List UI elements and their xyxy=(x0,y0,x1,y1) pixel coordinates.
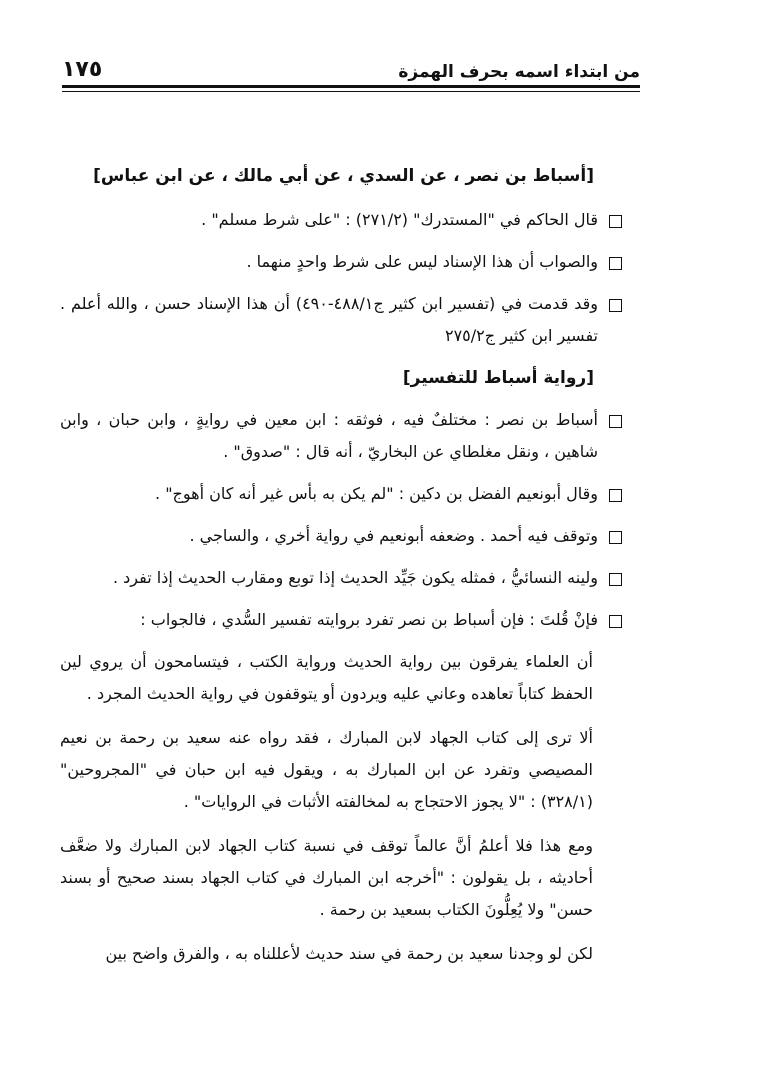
list-item-text: قال الحاكم في "المستدرك" (٢٧١/٢) : "على شرط مسلم" . xyxy=(201,210,598,229)
running-title: من ابتداء اسمه بحرف الهمزة xyxy=(398,62,640,82)
list-item-text: فإنْ قُلتَ : فإن أسباط بن نصر تفرد بروايته تفسير السُّدي ، فالجواب : xyxy=(140,610,598,629)
list-item xyxy=(60,404,638,468)
list-item-text: وقد قدمت في (تفسير ابن كثير ج٤٨٨/١-٤٩٠) أن هذا الإسناد حسن ، والله أعلم . تفسير ابن كثير ج٢٧٥/٢ xyxy=(60,294,599,345)
list-item-text: والصواب أن هذا الإسناد ليس على شرط واحدٍ منهما . xyxy=(246,252,598,271)
list-item xyxy=(60,288,638,352)
checkbox-bullet-icon xyxy=(609,257,622,270)
list-item xyxy=(60,478,638,510)
list-item xyxy=(60,520,638,552)
header-rule-thin xyxy=(62,91,640,92)
body-paragraph: ومع هذا فلا أعلمُ أنَّ عالماً توقف في نسبة كتاب الجهاد لابن المبارك ولا ضعَّف أحاديثه ، بل يقولون : "أخرجه ابن المبارك في كتاب الجهاد بسند صحيح أو بسند حسن" ولا يُعِلُّونَ الكتاب بسعيد بن رحمة . xyxy=(60,836,593,919)
list-item-text: أسباط بن نصر : مختلفٌ فيه ، فوثقه : ابن معين في روايةٍ ، وابن حبان ، وابن شاهين ، ونقل مغلطاي عن البخاريّ ، أنه قال : "صدوق" . xyxy=(60,410,598,461)
section-heading: [رواية أسباط للتفسير] xyxy=(402,368,594,388)
body-paragraph: أن العلماء يفرقون بين رواية الحديث ورواية الكتب ، فيتسامحون أن يروي لين الحفظ كتاباً تعاهده وعاني عليه ويردون أو يتوقفون في رواية الحديث المجرد . xyxy=(60,652,593,703)
list-item-text: ولينه النسائيُّ ، فمثله يكون جَيِّد الحديث إذا توبع ومقارب الحديث إذا تفرد . xyxy=(112,568,598,587)
body-paragraph: لكن لو وجدنا سعيد بن رحمة في سند حديث لأعللناه به ، والفرق واضح بين xyxy=(105,944,593,963)
list-item-text: وتوقف فيه أحمد . وضعفه أبونعيم في رواية أخري ، والساجي . xyxy=(189,526,598,545)
section-heading: [أسباط بن نصر ، عن السدي ، عن أبي مالك ، عن ابن عباس] xyxy=(93,166,594,186)
list-item xyxy=(60,604,638,636)
list-item xyxy=(60,204,638,236)
list-item xyxy=(60,562,638,594)
page-header xyxy=(62,48,640,82)
list-item xyxy=(60,246,638,278)
page-body xyxy=(60,160,638,970)
checkbox-bullet-icon xyxy=(609,215,622,228)
checkbox-bullet-icon xyxy=(609,299,622,312)
page-number: ١٧٥ xyxy=(62,57,103,82)
checkbox-bullet-icon xyxy=(609,531,622,544)
checkbox-bullet-icon xyxy=(609,615,622,628)
body-paragraph: ألا ترى إلى كتاب الجهاد لابن المبارك ، فقد رواه عنه سعيد بن رحمة بن نعيم المصيصي وتفرد عن ابن المبارك به ، ويقول فيه ابن حبان في "المجروحين" (٣٢٨/١) : "لا يجوز الاحتجاج به لمخالفته الأثبات في الروايات" . xyxy=(60,728,593,811)
list-item-text: وقال أبونعيم الفضل بن دكين : "لم يكن به بأس غير أنه كان أهوج" . xyxy=(155,484,598,503)
checkbox-bullet-icon xyxy=(609,573,622,586)
checkbox-bullet-icon xyxy=(609,489,622,502)
header-rule-thick xyxy=(62,85,640,88)
checkbox-bullet-icon xyxy=(609,415,622,428)
